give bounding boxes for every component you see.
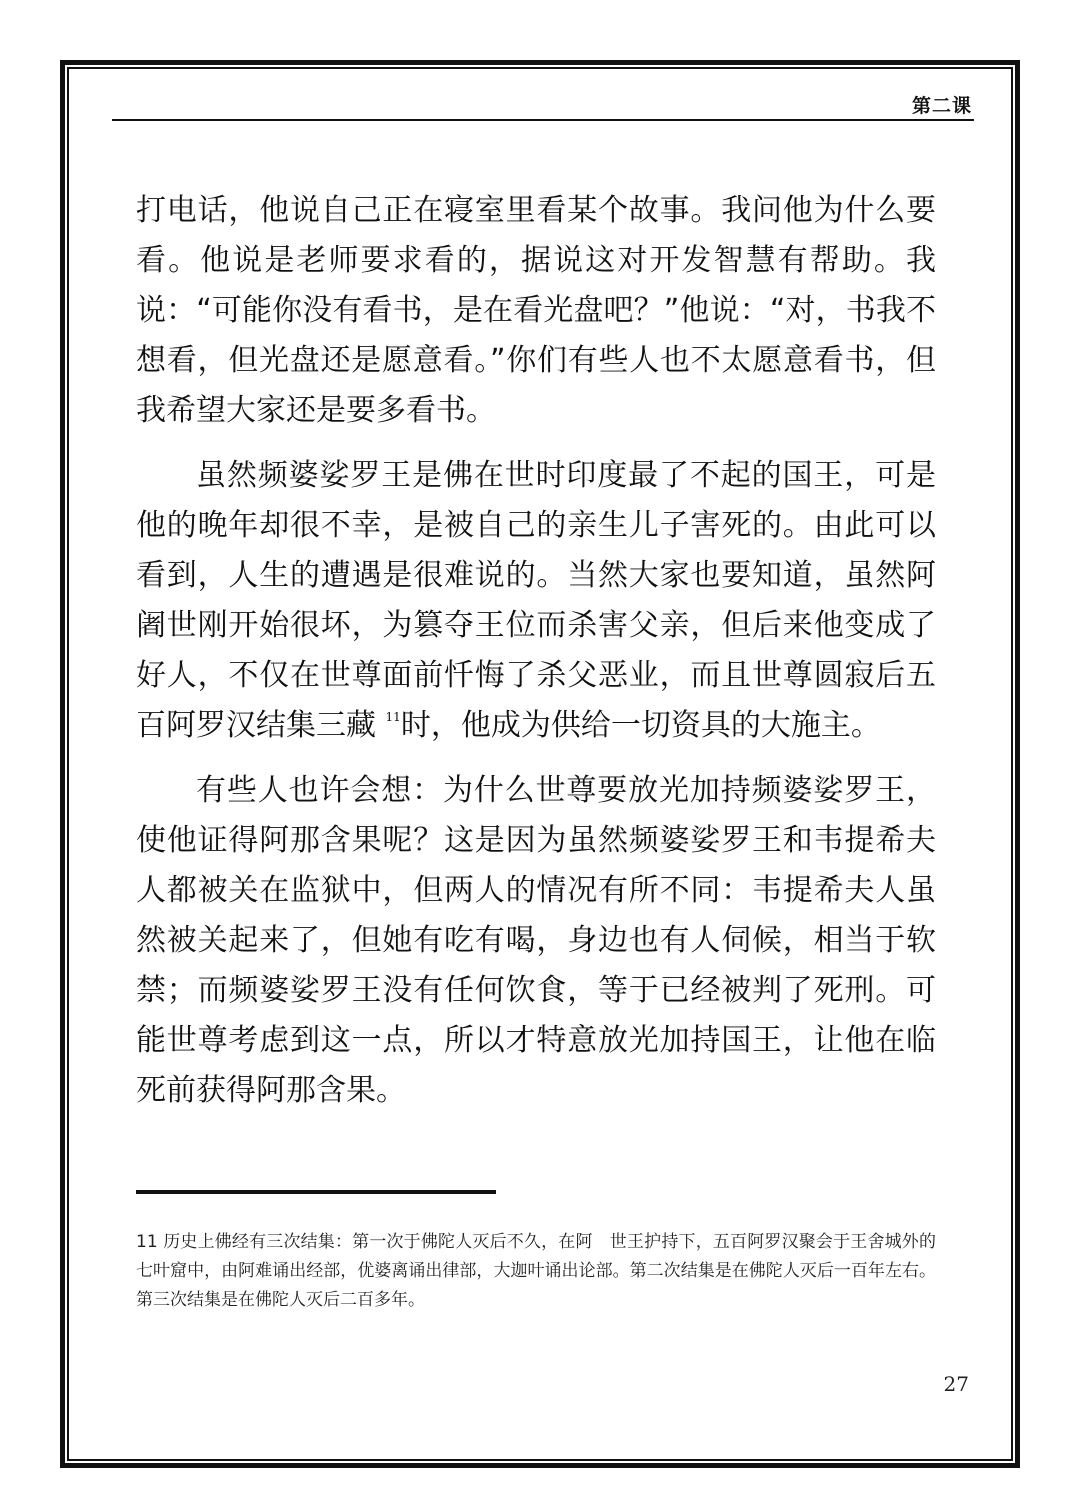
body-text [136, 186, 936, 1131]
header-rule [112, 119, 974, 121]
page-number: 27 [943, 1372, 969, 1396]
footnote-reference[interactable]: 11 [385, 710, 401, 724]
paragraph-2-text-before: 虽然频婆娑罗王是佛在世时印度最了不起的国王，可是他的晚年却很不幸，是被自己的亲生儿子害死的。由此可以看到，人生的遭遇是很难说的。当然大家也要知道，虽然阿阇世刚开始很坏，为篡夺王位而杀害父亲，但后来他变成了好人，不仅在世尊面前忏悔了杀父恶业，而且世尊圆寂后五百阿罗汉结集三藏 [136, 458, 936, 743]
footnote-separator [136, 1190, 496, 1194]
footnote: 11 历史上佛经有三次结集：第一次于佛陀人灭后不久，在阿 世王护持下，五百阿罗汉聚会于王舍城外的七叶窟中，由阿难诵出经部，优婆离诵出律部，大迦叶诵出论部。第二次结集是在佛陀人灭后一百年左右。第三次结集是在佛陀人灭后二百多年。 [136, 1232, 936, 1310]
paragraph-3: 有些人也许会想：为什么世尊要放光加持频婆娑罗王，使他证得阿那含果呢？这是因为虽然频婆娑罗王和韦提希夫人都被关在监狱中，但两人的情况有所不同：韦提希夫人虽然被关起来了，但她有吃有喝，身边也有人伺候，相当于软禁；而频婆娑罗王没有任何饮食，等于已经被判了死刑。可能世尊考虑到这一点，所以才特意放光加持国王，让他在临死前获得阿那含果。 [136, 773, 936, 1108]
chapter-header: 第二课 [911, 95, 972, 117]
paragraph-2-text-after: 时，他成为供给一切资具的大施主。 [400, 708, 881, 743]
paragraph-2 [136, 451, 936, 751]
paragraph-1: 打电话，他说自己正在寝室里看某个故事。我问他为什么要看。他说是老师要求看的，据说这对开发智慧有帮助。我说：“可能你没有看书，是在看光盘吧？”他说：“对，书我不想看，但光盘还是愿意看。”你们有些人也不太愿意看书，但我希望大家还是要多看书。 [136, 193, 936, 428]
